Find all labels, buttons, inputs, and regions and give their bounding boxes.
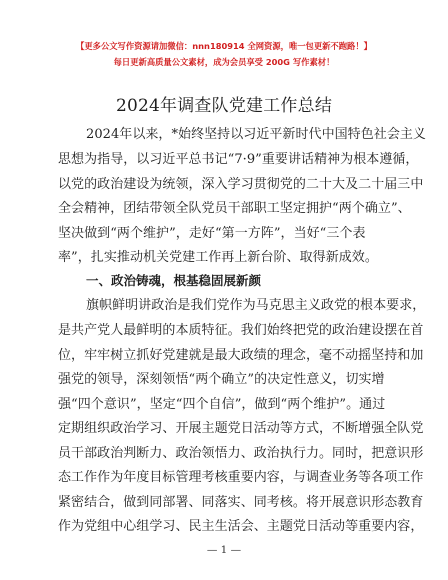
section-1-line-2: 是共产党人最鲜明的本质特征。我们始终把党的政治建设摆在首 [58, 323, 424, 338]
section-1-line-10: 作为党组中心组学习、民主生活会、主题党日活动等重要内容， [58, 519, 424, 534]
intro-line-1: 2024年以来，*始终坚持以习近平新时代中国特色社会主义 [86, 127, 426, 142]
intro-line-6: 率”，扎实推动机关党建工作再上新台阶、取得新成效。 [58, 250, 378, 265]
document-title: 2024年调查队党建工作总结 [115, 96, 333, 116]
promo-banner-line-1: 【更多公文写作资源请加微信：nnn180914 全网资源，唯一包更新不跑路！】 [76, 41, 372, 51]
intro-line-2: 思想为指导，以习近平总书记“7·9”重要讲话精神为根本遵循， [58, 152, 419, 167]
section-1-line-3: 位，牢牢树立抓好党建就是最大政绩的理念，毫不动摇坚持和加 [58, 348, 424, 363]
intro-line-4: 全会精神，团结带领全队党员干部职工坚定拥护“两个确立”、 [58, 201, 411, 216]
section-1-line-8: 态工作作为年度目标管理考核重要内容，与调查业务等各项工作 [58, 470, 424, 485]
promo-banner-line-2: 每日更新高质量公文素材，成为会员享受 200G 写作素材！ [113, 57, 335, 67]
section-1-line-6: 定期组织政治学习、开展主题党日活动等方式，不断增强全队党 [58, 421, 424, 436]
page-number: — 1 — [206, 544, 242, 556]
section-1-line-7: 员干部政治判断力、政治领悟力、政治执行力。同时，把意识形 [58, 446, 424, 461]
section-1-line-5: 强“四个意识”，坚定“四个自信”，做到“两个维护”。通过 [58, 397, 386, 412]
section-heading-1: 一、政治铸魂，根基稳固展新颜 [86, 273, 262, 288]
section-1-line-4: 强党的领导，深刻领悟“两个确立”的决定性意义，切实增 [58, 372, 385, 387]
intro-line-3: 以党的政治建设为统领，深入学习贯彻党的二十大及二十届三中 [58, 177, 424, 192]
section-1-line-9: 紧密结合，做到同部署、同落实、同考核。将开展意识形态教育 [58, 495, 424, 510]
section-1-line-1: 旗帜鲜明讲政治是我们党作为马克思主义政党的根本要求， [86, 298, 426, 313]
intro-line-5: 坚决做到“两个维护”，走好“第一方阵”，当好“三个表 [58, 226, 366, 241]
